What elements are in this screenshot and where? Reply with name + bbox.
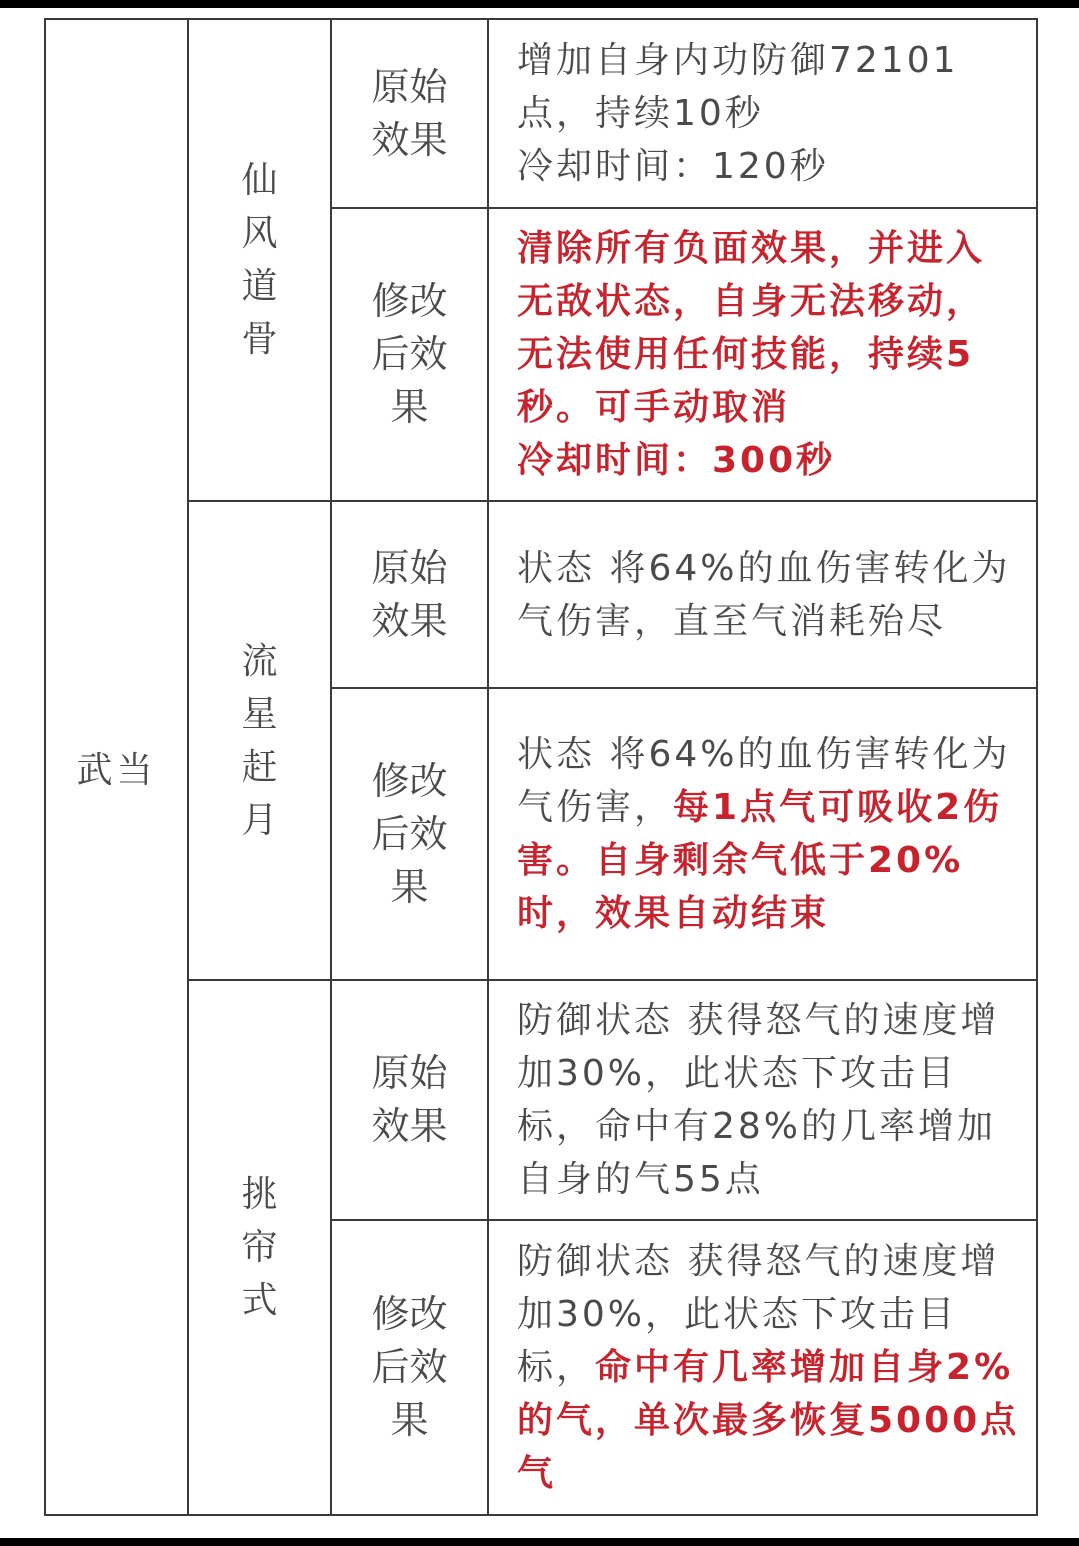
modified-label-cell [331, 1220, 488, 1515]
modified-label: 修改后效果 [371, 758, 448, 909]
skill-name-cell [188, 501, 331, 980]
table-row [45, 19, 1037, 208]
modified-label: 修改后效果 [371, 279, 448, 429]
top-bar [0, 0, 1079, 8]
table-row [45, 501, 1037, 688]
cooldown-line: 冷却时间：120秒 [517, 146, 829, 187]
skill-change-table [44, 18, 1038, 1516]
original-label: 原始效果 [371, 1051, 448, 1148]
original-effect: 防御状态 获得怒气的速度增加30%，此状态下攻击目标，命中有28%的几率增加自身的气55点 [488, 980, 1037, 1220]
modified-effect [488, 1220, 1037, 1515]
changed-text: 每1点气可吸收2伤害。自身剩余气低于20%时，效果自动结束 [517, 787, 1003, 934]
skill-name: 仙风道骨 [241, 160, 278, 360]
sect-name: 武当 [45, 19, 188, 1515]
skill-name-cell [188, 980, 331, 1515]
modified-label-cell [331, 208, 488, 501]
table-row [45, 980, 1037, 1220]
unchanged-text: 状态 将64%的血伤害转化为气伤害， [517, 734, 1011, 828]
original-label-cell [331, 19, 488, 208]
original-label: 原始效果 [371, 545, 448, 643]
modified-effect [488, 688, 1037, 980]
bottom-bar [0, 1538, 1079, 1546]
skill-name: 挑帘式 [241, 1174, 278, 1321]
modified-label-cell [331, 688, 488, 980]
modified-effect [488, 208, 1037, 501]
cooldown-line: 冷却时间：300秒 [517, 440, 836, 481]
skill-name: 流星赶月 [241, 640, 278, 841]
original-label: 原始效果 [371, 64, 448, 162]
effect-line: 清除所有负面效果，并进入无敌状态，自身无法移动，无法使用任何技能，持续5秒。可手动取消 [517, 228, 986, 428]
original-label-cell [331, 501, 488, 688]
original-effect: 状态 将64%的血伤害转化为气伤害，直至气消耗殆尽 [488, 501, 1037, 688]
unchanged-text: 防御状态 获得怒气的速度增加30%，此状态下攻击目标， [517, 1241, 1000, 1388]
modified-label: 修改后效果 [371, 1292, 448, 1442]
original-label-cell [331, 980, 488, 1220]
effect-line: 增加自身内功防御72101点，持续10秒 [517, 40, 959, 134]
skill-name-cell [188, 19, 331, 501]
changed-text: 命中有几率增加自身2%的气，单次最多恢复5000点气 [517, 1347, 1020, 1494]
original-effect [488, 19, 1037, 208]
